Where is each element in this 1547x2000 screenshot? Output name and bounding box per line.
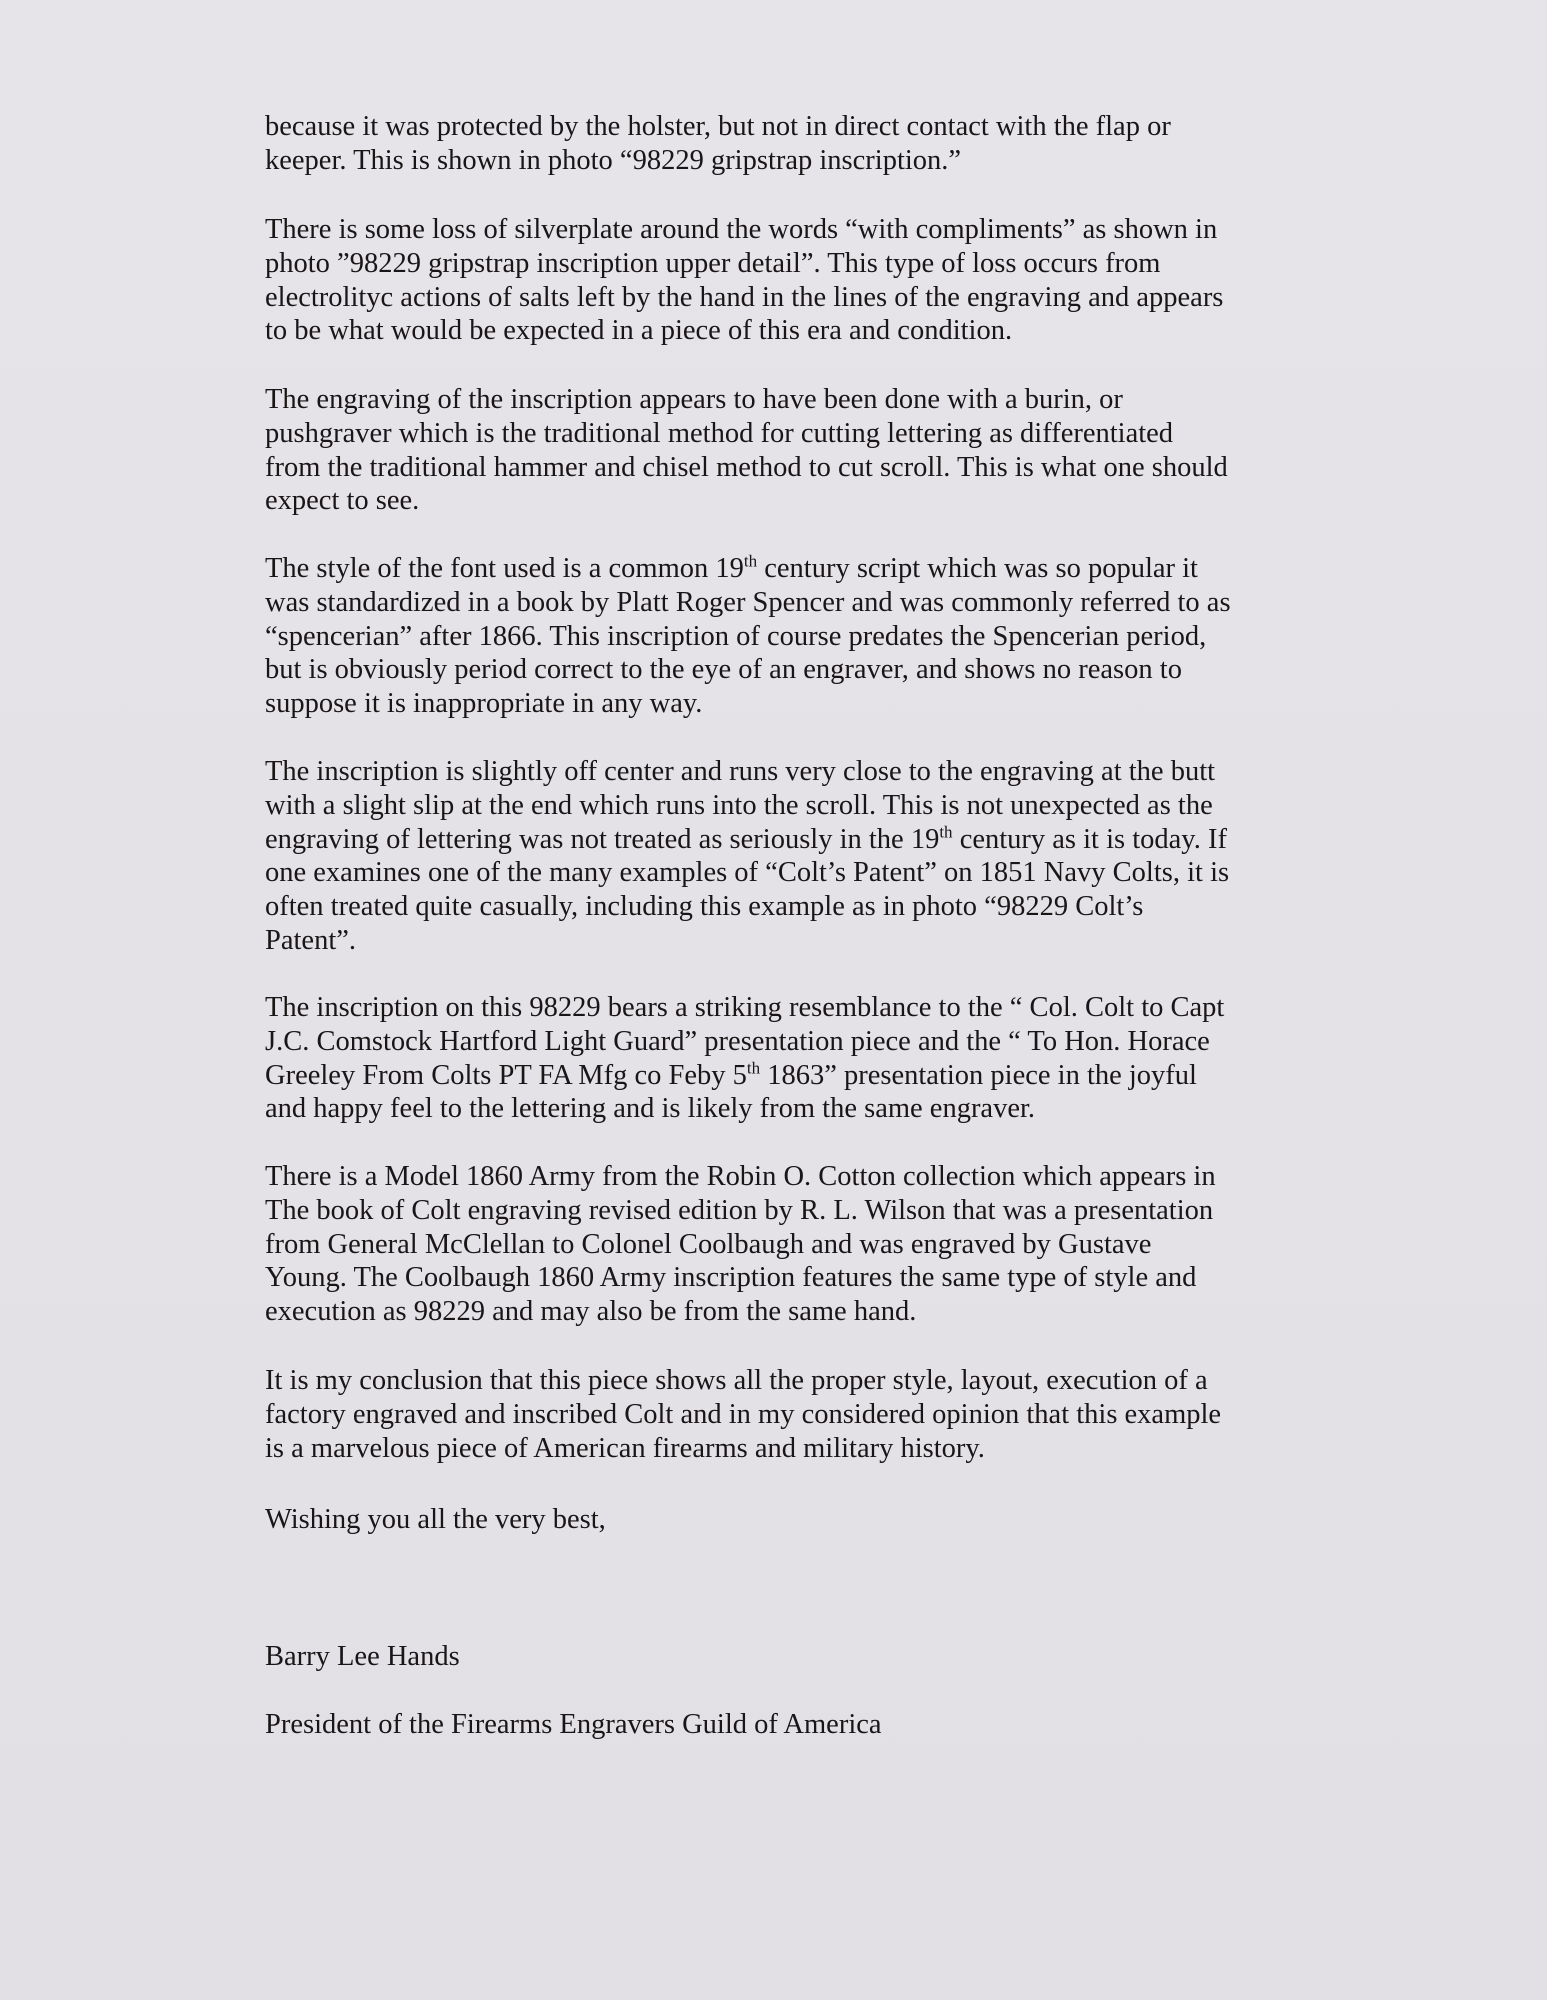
text-line	[265, 247, 1223, 281]
text-line	[265, 1025, 1224, 1059]
text-segment: execution as 98229 and may also be from the same hand.	[265, 1296, 917, 1328]
text-segment: expect to see.	[265, 485, 420, 517]
text-segment: Barry Lee Hands	[265, 1641, 460, 1672]
text-segment: century as it is today. If	[952, 823, 1227, 855]
text-segment: because it was protected by the holster, but not in direct contact with the flap or	[265, 111, 1171, 142]
text-line	[265, 1432, 1221, 1466]
text-line	[265, 417, 1228, 451]
text-line	[265, 451, 1228, 485]
text-line	[265, 314, 1223, 348]
text-segment: often treated quite casually, including this example as in photo “98229 Colt’s	[265, 891, 1144, 923]
text-line	[265, 991, 1224, 1025]
text-line	[265, 924, 1229, 958]
text-segment: electrolityc actions of salts left by the hand in the lines of the engraving and appears	[265, 281, 1224, 313]
text-line	[265, 856, 1229, 890]
text-segment: to be what would be expected in a piece of this era and condition.	[265, 315, 1013, 347]
paragraph-font-style	[265, 552, 1231, 721]
text-segment: There is a Model 1860 Army from the Robin O. Cotton collection which appears in	[265, 1161, 1216, 1192]
text-segment: “spencerian” after 1866. This inscription of course predates the Spencerian period,	[265, 620, 1207, 652]
text-segment: with a slight slip at the end which runs into the scroll. This is not unexpected as the	[265, 789, 1213, 821]
text-line	[265, 789, 1229, 823]
text-segment: It is my conclusion that this piece shows all the proper style, layout, execution of a	[265, 1365, 1208, 1396]
text-line	[265, 620, 1231, 654]
superscript: th	[743, 551, 758, 571]
text-line	[265, 552, 1231, 586]
text-segment: photo ”98229 gripstrap inscription upper detail”. This type of loss occurs from	[265, 247, 1161, 279]
paragraph-silverplate	[265, 213, 1223, 348]
text-line	[265, 687, 1231, 721]
paragraph-off-center	[265, 755, 1229, 958]
text-line	[265, 1092, 1224, 1126]
text-segment: The inscription on this 98229 bears a striking resemblance to the “ Col. Colt to Capt	[265, 992, 1225, 1023]
text-segment: Greeley From Colts PT FA Mfg co Feby 5	[265, 1059, 747, 1091]
text-line	[265, 281, 1223, 315]
text-line	[265, 484, 1228, 518]
text-line	[265, 1398, 1221, 1432]
text-segment: The engraving of the inscription appears to have been done with a burin, or	[265, 384, 1123, 415]
text-line	[265, 144, 1171, 178]
text-segment: is a marvelous piece of American firearms and military history.	[265, 1432, 985, 1464]
paragraph-conclusion	[265, 1364, 1221, 1465]
closing-line	[265, 1503, 606, 1537]
text-segment: There is some loss of silverplate around the words “with compliments” as shown in	[265, 214, 1218, 245]
text-line	[265, 1261, 1216, 1295]
text-line	[265, 1194, 1216, 1228]
text-line	[265, 1295, 1216, 1329]
paragraph-resemblance	[265, 991, 1224, 1126]
text-segment: Patent”.	[265, 924, 357, 956]
text-line	[265, 213, 1223, 247]
text-line	[265, 1640, 460, 1674]
text-line	[265, 1059, 1224, 1093]
paragraph-holster	[265, 110, 1171, 178]
text-segment: from General McClellan to Colonel Coolbaugh and was engraved by Gustave	[265, 1228, 1152, 1260]
text-line	[265, 755, 1229, 789]
text-line	[265, 653, 1231, 687]
text-line	[265, 110, 1171, 144]
text-line	[265, 890, 1229, 924]
text-segment: Wishing you all the very best,	[265, 1504, 606, 1535]
text-segment: one examines one of the many examples of “Colt’s Patent” on 1851 Navy Colts, it is	[265, 857, 1230, 889]
text-segment: President of the Firearms Engravers Guild of America	[265, 1709, 882, 1740]
text-line	[265, 1228, 1216, 1262]
text-line	[265, 383, 1228, 417]
text-segment: suppose it is inappropriate in any way.	[265, 688, 703, 720]
text-segment: The book of Colt engraving revised edition by R. L. Wilson that was a presentation	[265, 1194, 1214, 1226]
text-segment: The inscription is slightly off center and runs very close to the engraving at the butt	[265, 756, 1216, 787]
signature-name	[265, 1640, 460, 1674]
text-line	[265, 1364, 1221, 1398]
text-line	[265, 1503, 606, 1537]
paragraph-burin	[265, 383, 1228, 518]
text-segment: 1863” presentation piece in the joyful	[760, 1059, 1197, 1091]
text-line	[265, 1708, 882, 1742]
text-segment: but is obviously period correct to the eye of an engraver, and shows no reason to	[265, 654, 1182, 686]
text-segment: keeper. This is shown in photo “98229 gripstrap inscription.”	[265, 144, 962, 176]
text-line	[265, 586, 1231, 620]
superscript: th	[746, 1058, 761, 1078]
text-segment: from the traditional hammer and chisel method to cut scroll. This is what one should	[265, 451, 1228, 483]
text-segment: The style of the font used is a common 19	[265, 553, 744, 584]
text-segment: factory engraved and inscribed Colt and in my considered opinion that this example	[265, 1398, 1222, 1430]
text-segment: engraving of lettering was not treated as seriously in the 19	[265, 823, 940, 855]
paragraph-coolbaugh	[265, 1160, 1216, 1329]
text-segment: Young. The Coolbaugh 1860 Army inscription features the same type of style and	[265, 1262, 1197, 1294]
superscript: th	[939, 822, 953, 842]
text-line	[265, 823, 1229, 857]
text-line	[265, 1160, 1216, 1194]
signature-title	[265, 1708, 882, 1742]
text-segment: pushgraver which is the traditional method for cutting lettering as differentiated	[265, 417, 1174, 449]
text-segment: was standardized in a book by Platt Roger Spencer and was commonly referred to as	[265, 586, 1231, 618]
text-segment: and happy feel to the lettering and is likely from the same engraver.	[265, 1093, 1036, 1125]
text-segment: J.C. Comstock Hartford Light Guard” presentation piece and the “ To Hon. Horace	[265, 1025, 1210, 1057]
text-segment: century script which was so popular it	[757, 553, 1198, 584]
